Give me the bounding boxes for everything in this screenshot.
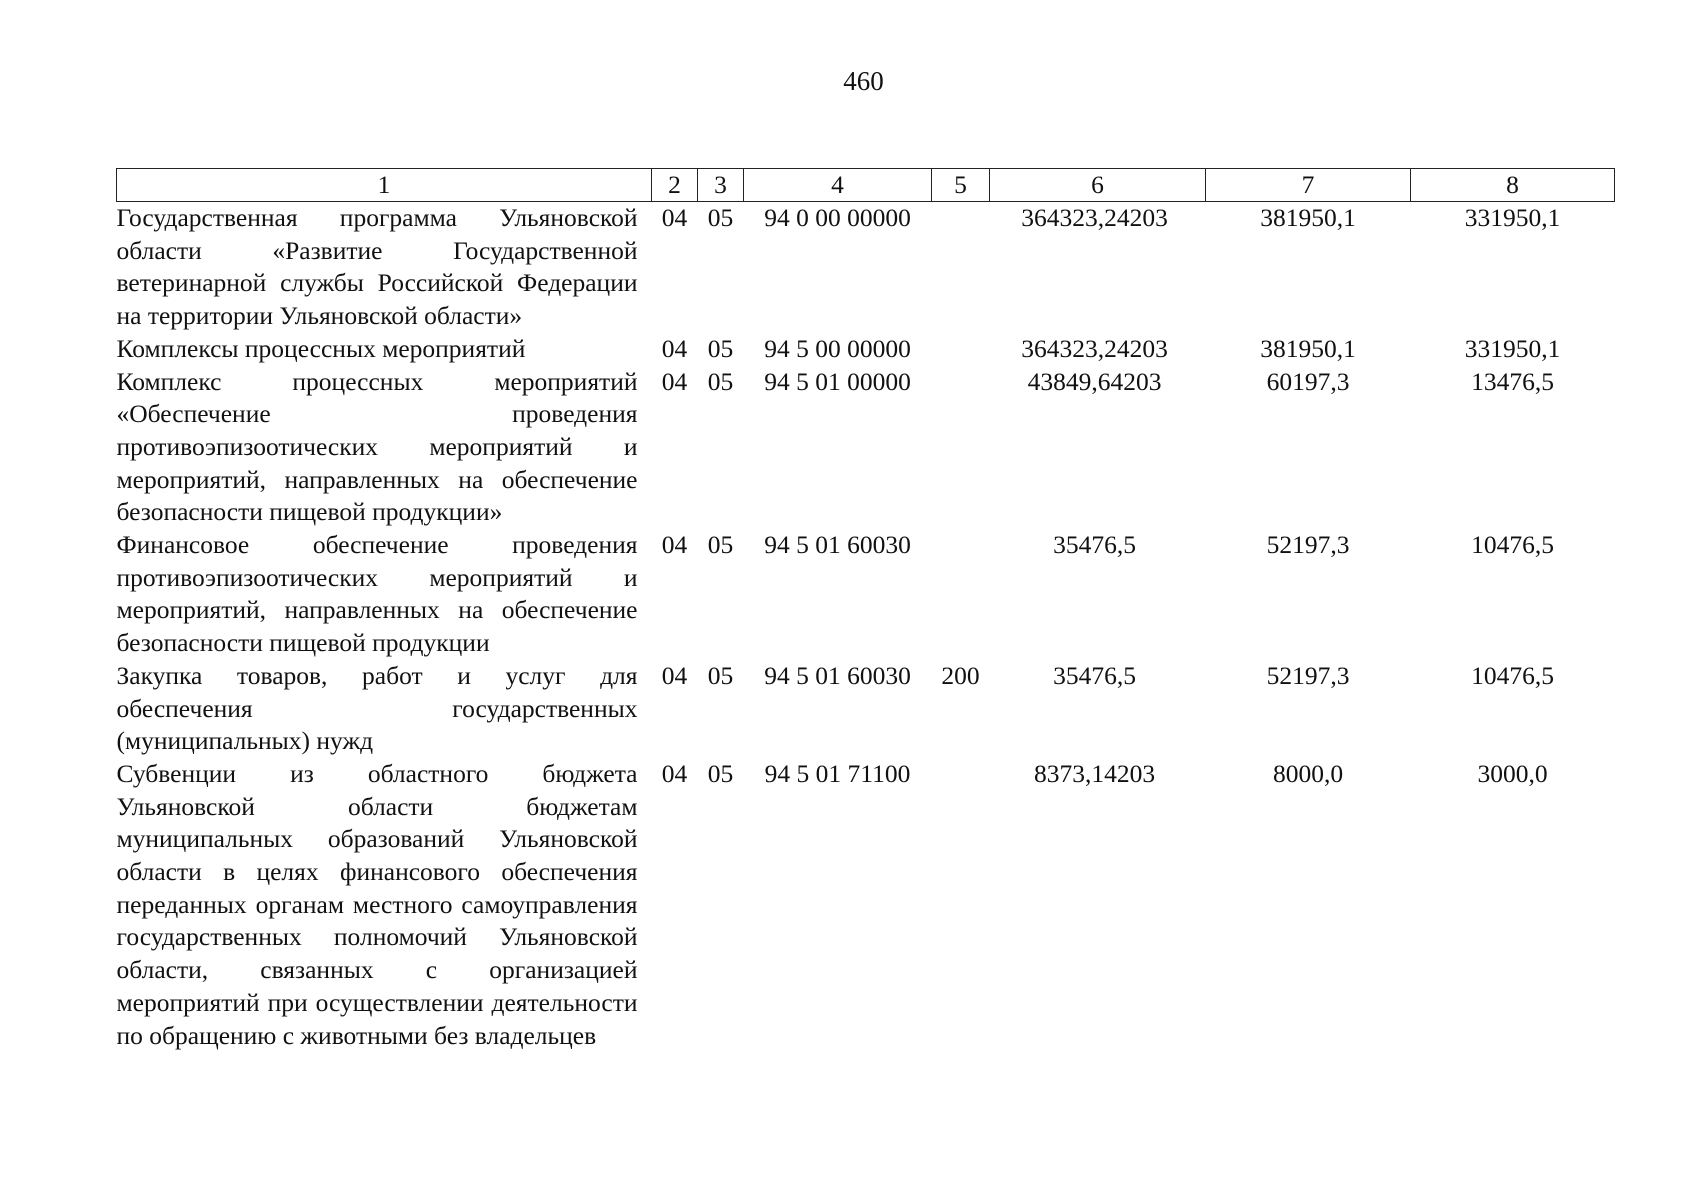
row-name: Комплекс процессных мероприятий «Обеспечение проведения противоэпизоотических мероприятий и мероприятий, направленных на обеспечение безопасности пищевой продукции» xyxy=(116,366,638,527)
table-row xyxy=(117,366,1615,530)
row-amount-6: 43849,64203 xyxy=(1027,366,1162,396)
row-expense-type xyxy=(932,366,990,530)
row-name: Финансовое обеспечение проведения противоэпизоотических мероприятий и мероприятий, направленных на обеспечение безопасности пищевой продукции xyxy=(116,530,638,658)
row-target-code: 94 5 01 60030 xyxy=(764,530,911,560)
row-amount-7: 381950,1 xyxy=(1260,203,1356,232)
budget-table xyxy=(116,168,1615,1052)
column-header-4: 4 xyxy=(744,169,932,202)
row-amount-8: 331950,1 xyxy=(1464,203,1561,232)
row-name: Субвенции из областного бюджета Ульяновской области бюджетам муниципальных образований Ульяновской области в целях финансового обеспечения переданных органам местного самоуправления государственных полномочий Ульяновской области, связанных с организацией мероприятий при осуществлении деятельности по обращению с животными без владельцев xyxy=(116,758,638,1050)
row-amount-8: 13476,5 xyxy=(1471,366,1554,396)
column-header-6: 6 xyxy=(990,169,1206,202)
row-amount-8: 3000,0 xyxy=(1477,758,1548,788)
row-amount-8: 10476,5 xyxy=(1471,660,1554,690)
row-name: Государственная программа Ульяновской области «Развитие Государственной ветеринарной службы Российской Федерации на территории Ульяновской области» xyxy=(116,203,638,331)
row-target-code: 94 5 01 00000 xyxy=(764,366,911,396)
row-section-code: 04 xyxy=(661,366,688,396)
row-target-code: 94 0 00 00000 xyxy=(764,203,911,232)
row-expense-type xyxy=(932,333,990,366)
row-subsection-code: 05 xyxy=(707,758,734,788)
row-amount-7: 381950,1 xyxy=(1260,333,1356,363)
row-subsection-code: 05 xyxy=(707,660,734,690)
table-row xyxy=(117,202,1615,333)
column-header-1: 1 xyxy=(117,169,652,202)
table-header-row xyxy=(117,169,1615,202)
row-amount-8: 331950,1 xyxy=(1464,333,1561,363)
row-name: Комплексы процессных мероприятий xyxy=(116,333,526,363)
row-amount-6: 35476,5 xyxy=(1053,660,1136,690)
row-expense-type xyxy=(932,758,990,1052)
row-amount-8: 10476,5 xyxy=(1471,530,1554,560)
column-header-7: 7 xyxy=(1206,169,1411,202)
row-amount-6: 35476,5 xyxy=(1053,530,1136,560)
row-subsection-code: 05 xyxy=(707,366,734,396)
row-section-code: 04 xyxy=(661,758,688,788)
row-expense-type: 200 xyxy=(941,660,980,690)
row-subsection-code: 05 xyxy=(707,530,734,560)
row-name: Закупка товаров, работ и услуг для обеспечения государственных (муниципальных) нужд xyxy=(116,660,638,756)
row-amount-6: 364323,24203 xyxy=(1021,203,1168,232)
row-amount-6: 364323,24203 xyxy=(1021,333,1168,363)
column-header-5: 5 xyxy=(932,169,990,202)
row-section-code: 04 xyxy=(661,530,688,560)
table-row xyxy=(117,758,1615,1052)
row-amount-7: 8000,0 xyxy=(1272,758,1344,788)
row-amount-7: 52197,3 xyxy=(1266,660,1350,690)
row-section-code: 04 xyxy=(661,333,688,363)
row-amount-7: 52197,3 xyxy=(1266,530,1350,560)
row-section-code: 04 xyxy=(661,203,688,232)
row-target-code: 94 5 01 71100 xyxy=(764,758,911,788)
row-subsection-code: 05 xyxy=(707,203,734,232)
row-target-code: 94 5 01 60030 xyxy=(764,660,911,690)
table-row xyxy=(117,529,1615,660)
column-header-2: 2 xyxy=(652,169,698,202)
column-header-3: 3 xyxy=(698,169,744,202)
row-expense-type xyxy=(932,202,990,333)
row-amount-7: 60197,3 xyxy=(1266,366,1350,396)
row-amount-6: 8373,14203 xyxy=(1033,758,1156,788)
row-target-code: 94 5 00 00000 xyxy=(764,333,911,363)
row-section-code: 04 xyxy=(661,660,688,690)
table-row xyxy=(117,660,1615,758)
row-expense-type xyxy=(932,529,990,660)
row-subsection-code: 05 xyxy=(707,333,734,363)
column-header-8: 8 xyxy=(1411,169,1615,202)
table-row xyxy=(117,333,1615,366)
page-number: 460 xyxy=(843,66,884,96)
